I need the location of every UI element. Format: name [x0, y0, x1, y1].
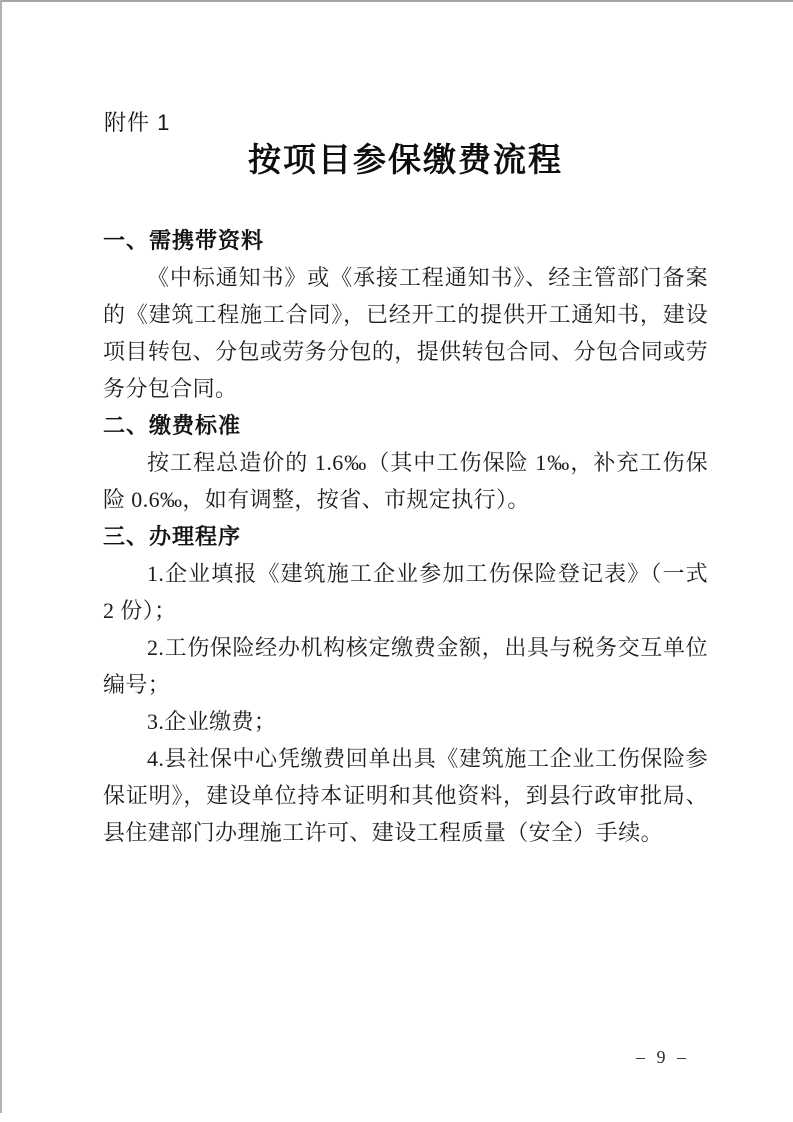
page-number: – 9 – — [636, 1047, 688, 1067]
document-body — [103, 222, 708, 851]
procedure-step-2: 2.工伤保险经办机构核定缴费金额，出具与税务交互单位编号； — [103, 635, 708, 697]
section-heading-payment-standard: 二、缴费标准 — [103, 413, 242, 438]
document-title: 按项目参保缴费流程 — [248, 143, 563, 179]
section-heading-materials: 一、需携带资料 — [103, 228, 265, 253]
procedure-step-4: 4.县社保中心凭缴费回单出具《建筑施工企业工伤保险参保证明》，建设单位持本证明和其他资料，到县行政审批局、县住建部门办理施工许可、建设工程质量（安全）手续。 — [103, 746, 708, 845]
page-edge-left — [0, 0, 2, 1113]
paragraph-materials: 《中标通知书》或《承接工程通知书》、经主管部门备案的《建筑工程施工合同》，已经开工的提供开工通知书，建设项目转包、分包或劳务分包的，提供转包合同、分包合同或劳务分包合同。 — [103, 265, 708, 401]
procedure-step-1: 1.企业填报《建筑施工企业参加工伤保险登记表》（一式 2 份）； — [103, 561, 708, 623]
section-heading-procedure: 三、办理程序 — [103, 524, 242, 549]
page-edge-top — [0, 0, 793, 2]
procedure-step-3: 3.企业缴费； — [147, 709, 277, 734]
paragraph-payment-standard: 按工程总造价的 1.6‰（其中工伤保险 1‰，补充工伤保险 0.6‰，如有调整，按省、市规定执行）。 — [103, 450, 708, 512]
attachment-label: 附件 1 — [104, 110, 171, 135]
